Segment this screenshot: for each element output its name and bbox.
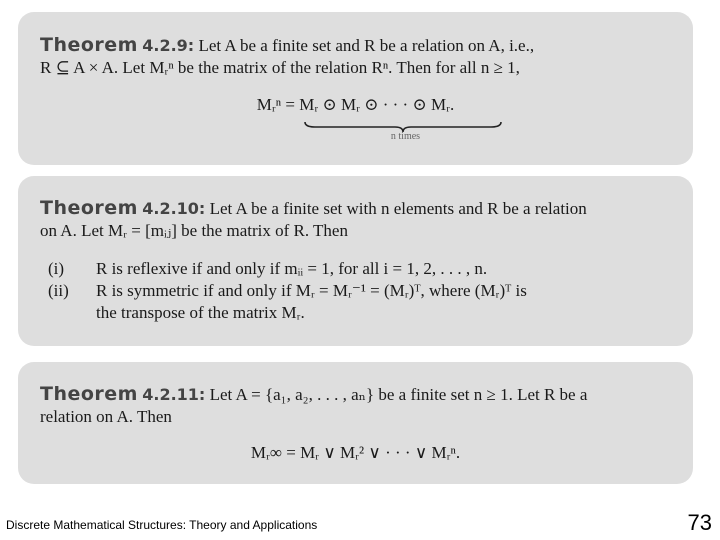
theorem-4-2-11-box [18,362,693,484]
theorem-4-2-9-line1 [40,34,673,57]
theorem-4-2-9-line2: R ⊆ A × A. Let Mᵣⁿ be the matrix of the relation Rⁿ. Then for all n ≥ 1, [40,58,520,77]
theorem-number: 4.2.11: [142,385,206,404]
theorem-number: 4.2.9: [142,36,195,55]
theorem-label: Theorem [40,197,138,219]
page-number: 73 [687,510,712,535]
item-text: R is symmetric if and only if Mᵣ = Mᵣ⁻¹ = (Mᵣ)ᵀ, where (Mᵣ)ᵀ is [96,281,527,300]
item-label: (ii) [48,281,69,300]
theorem-label: Theorem [40,383,138,405]
theorem-label: Theorem [40,34,138,56]
theorem-4-2-10-line1 [40,197,673,220]
item-text: the transpose of the matrix Mᵣ. [96,303,305,322]
theorem-4-2-9-formula: Mᵣⁿ = Mᵣ ⊙ Mᵣ ⊙ · · · ⊙ Mᵣ. [256,95,455,114]
theorem-4-2-10-box [18,176,693,346]
theorem-4-2-11-line1 [40,383,673,406]
theorem-4-2-9-box [18,12,693,165]
list-item [48,302,305,324]
theorem-4-2-10-line2: on A. Let Mᵣ = [mᵢⱼ] be the matrix of R. Then [40,221,348,240]
brace-label: n times [390,131,421,142]
theorem-text: Let A = {a₁, a₂, . . . , aₙ} be a finite set n ≥ 1. Let R be a [209,385,588,404]
list-item [48,258,487,280]
item-label: (i) [48,259,65,278]
footer-title: Discrete Mathematical Structures: Theory and Applications [6,518,318,532]
theorem-number: 4.2.10: [142,199,206,218]
theorem-4-2-11-formula: Mᵣ∞ = Mᵣ ∨ Mᵣ² ∨ · · · ∨ Mᵣⁿ. [250,443,461,462]
theorem-4-2-11-line2: relation on A. Then [40,407,172,426]
theorem-text: Let A be a finite set and R be a relation on A, i.e., [198,36,535,55]
item-text: R is reflexive if and only if mᵢᵢ = 1, for all i = 1, 2, . . . , n. [96,259,488,278]
theorem-text: Let A be a finite set with n elements and R be a relation [209,199,587,218]
list-item [48,280,527,302]
